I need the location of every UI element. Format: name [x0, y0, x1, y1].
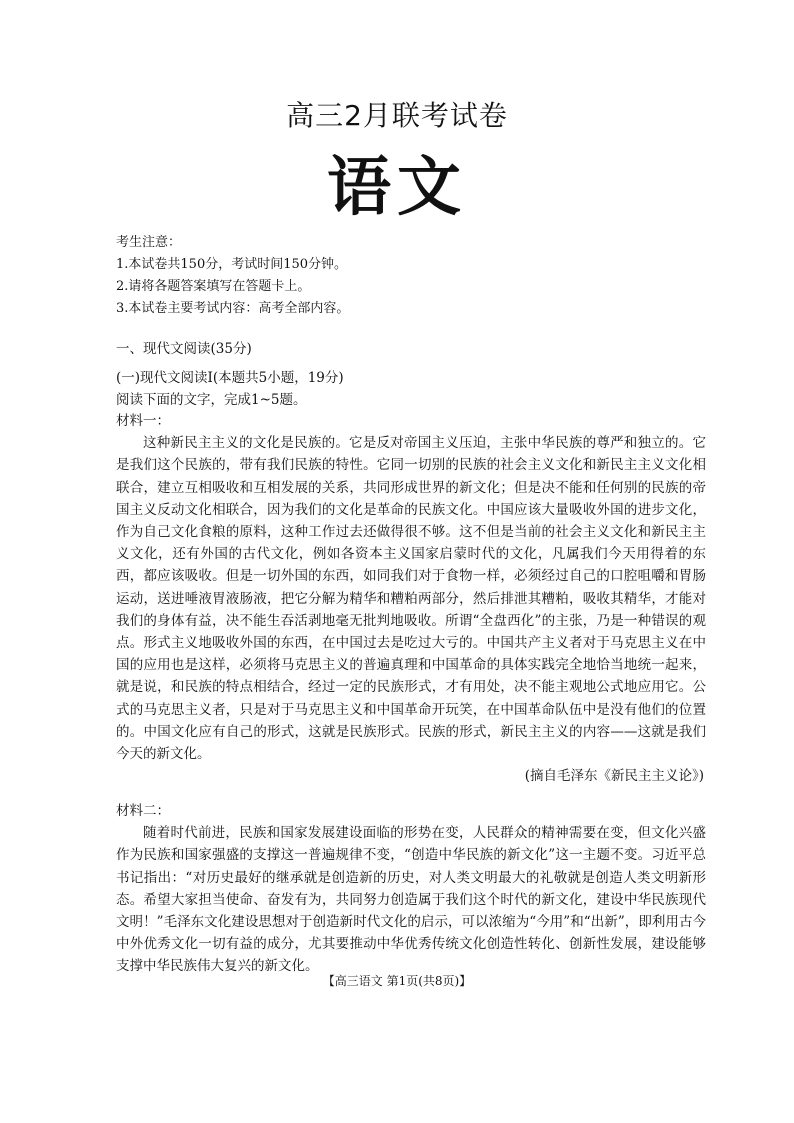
section-heading: 一、现代文阅读(35分)	[116, 341, 252, 357]
page-footer: 【高三语文 第1页(共8页)】	[322, 974, 472, 988]
section-header	[116, 338, 344, 411]
notice-item: 3.本试卷主要考试内容：高考全部内容。	[116, 301, 350, 316]
section-subheading: (一)现代文阅读Ⅰ(本题共5小题，19分)	[116, 370, 344, 386]
material-two-paragraph: 随着时代前进，民族和国家发展建设面临的形势在变，人民群众的精神需要在变，但文化兴盛作为民族和国家强盛的支撑这一普遍规律不变，“创造中华民族的新文化”这一主题不变。习近平总书记指出：“对历史最好的继承就是创造新的历史，对人类文明最大的礼敬就是创造人类文明新形态。希望大家担当使命、奋发有为，共同努力创造属于我们这个时代的新文化，建设中华民族现代文明！”毛泽东文化建设思想对于创造新时代文化的启示，可以浓缩为“今用”和“出新”，即利用古今中外优秀文化一切有益的成分，尤其要推动中华优秀传统文化创造性转化、创新性发展，建设能够支撑中华民族伟大复兴的新文化。	[116, 825, 706, 975]
notice-title: 考生注意：	[116, 235, 182, 250]
material-two	[116, 800, 706, 978]
material-two-label: 材料二：	[116, 803, 170, 819]
material-one-paragraph: 这种新民主主义的文化是民族的。它是反对帝国主义压迫，主张中华民族的尊严和独立的。它是我们这个民族的，带有我们民族的特性。它同一切别的民族的社会主义文化和新民主主义文化相联合，建立互相吸收和互相发展的关系，共同形成世界的新文化；但是决不能和任何别的民族的帝国主义反动文化相联合，因为我们的文化是革命的民族文化。中国应该大量吸收外国的进步文化，作为自己文化食粮的原料，这种工作过去还做得很不够。这不但是当前的社会主义文化和新民主主义文化，还有外国的古代文化，例如各资本主义国家启蒙时代的文化，凡属我们今天用得着的东西，都应该吸收。但是一切外国的东西，如同我们对于食物一样，必须经过自己的口腔咀嚼和胃肠运动，送进唾液胃液肠液，把它分解为精华和糟粕两部分，然后排泄其糟粕，吸收其精华，才能对我们的身体有益，决不能生吞活剥地毫无批判地吸收。所谓“全盘西化”的主张，乃是一种错误的观点。形式主义地吸收外国的东西，在中国过去是吃过大亏的。中国共产主义者对于马克思主义在中国的应用也是这样，必须将马克思主义的普遍真理和中国革命的具体实践完全地恰当地统一起来，就是说，和民族的特点相结合，经过一定的民族形式，才有用处，决不能主观地公式地应用它。公式的马克思主义者，只是对于马克思主义和中国革命开玩笑，在中国革命队伍中是没有他们的位置的。中国文化应有自己的形式，这就是民族形式。民族的形式，新民主主义的内容——这就是我们今天的新文化。	[116, 435, 706, 763]
notice-item: 1.本试卷共150分，考试时间150分钟。	[116, 257, 348, 272]
material-one-label: 材料一：	[116, 413, 170, 429]
material-one	[116, 410, 706, 787]
section-instruction: 阅读下面的文字，完成1~5题。	[116, 392, 307, 408]
notice-item: 2.请将各题答案填写在答题卡上。	[116, 279, 311, 294]
material-one-citation: (摘自毛泽东《新民主主义论》)	[524, 768, 704, 785]
subject-title: 语文	[327, 151, 467, 225]
candidate-notice	[116, 232, 349, 320]
exam-title: 高三2月联考试卷	[286, 99, 508, 132]
